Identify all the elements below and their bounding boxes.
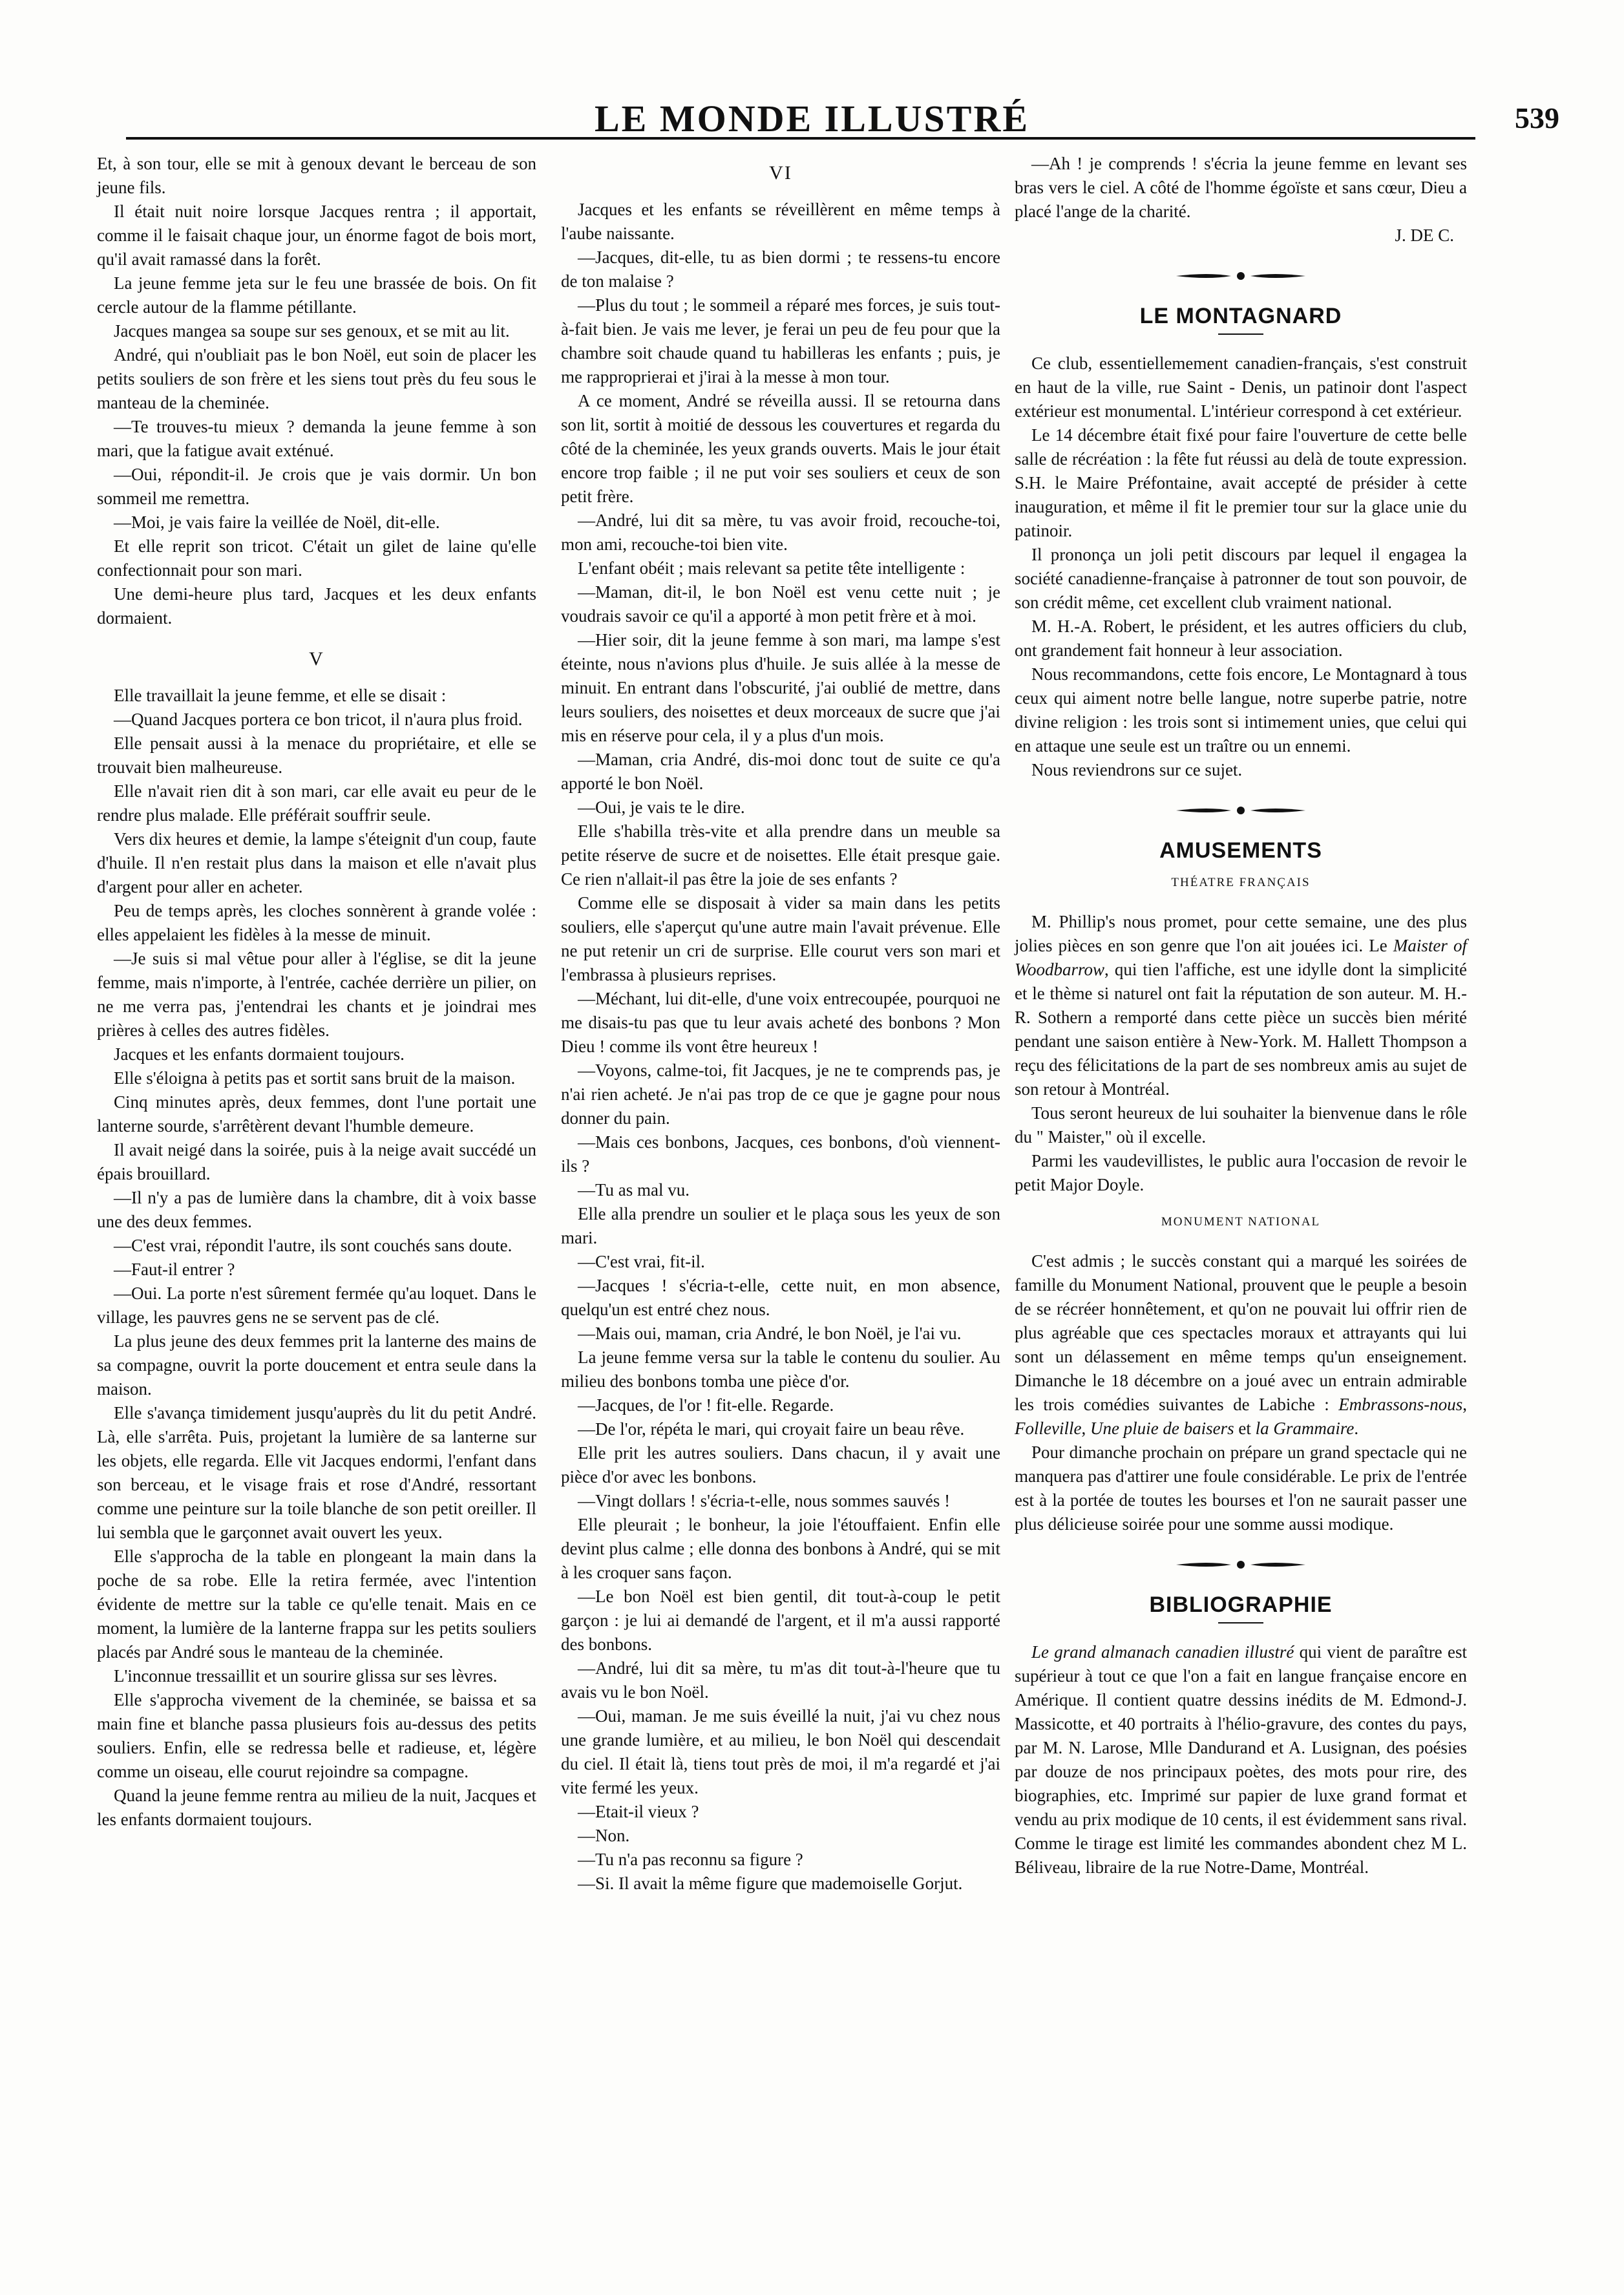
paragraph: La jeune femme jeta sur le feu une brassée de bois. On fit cercle autour de la flamme pétillante. (97, 273, 536, 317)
paragraph: Elle s'habilla très-vite et alla prendre dans un meuble sa petite réserve de sucre et de noisettes. Elle était presque gaie. Ce rien n'allait-il pas être la joie de ses enfants ? (561, 821, 1000, 889)
paragraph: —Voyons, calme-toi, fit Jacques, je ne te comprends pas, je n'ai rien acheté. Je n'ai pas trop de ce que je gagne pour nous donner du pain. (561, 1061, 1000, 1128)
paragraph: Comme elle se disposait à vider sa main dans les petits souliers, elle s'aperçut qu'une autre main l'avait prévenue. Elle ne put retenir un cri de surprise. Elle courut vers son mari et l'embrassa à plusieurs reprises. (561, 893, 1000, 984)
paragraph: Ce club, essentiellemement canadien-français, s'est construit en haut de la ville, rue Saint - Denis, un patinoir dont l'aspect extérieur est monumental. L'intérieur correspond à cet extérieur. (1015, 354, 1467, 421)
paragraph: La plus jeune des deux femmes prit la lanterne des mains de sa compagne, ouvrit la porte doucement et entra seule dans la maison. (97, 1331, 536, 1399)
paragraph: —Te trouves-tu mieux ? demanda la jeune femme à son mari, que la fatigue avait exténué. (97, 417, 536, 460)
play-title: Une pluie de baisers (1090, 1419, 1234, 1438)
paragraph: A ce moment, André se réveilla aussi. Il se retourna dans son lit, sortit à moitié de dessous les couvertures et regarda du côté de la cheminée, les yeux grands ouverts. Mais le jour était encore trop faible ; il ne put voir ses souliers et ceux de son petit frère. (561, 391, 1000, 506)
section-title-amusements: AMUSEMENTS (1159, 838, 1322, 863)
paragraph: Elle s'approcha vivement de la cheminée, se baissa et sa main fine et blanche passa plusieurs fois au-dessus des petits souliers. Enfin, elle se redressa belle et radieuse, et, légère comme un oiseau, elle courut rejoindre sa compagne. (97, 1690, 536, 1781)
paragraph: Elle alla prendre un soulier et le plaça sous les yeux de son mari. (561, 1204, 1000, 1247)
play-title: Embrassons-nous (1338, 1395, 1463, 1414)
paragraph: —Oui, répondit-il. Je crois que je vais dormir. Un bon sommeil me remettra. (97, 465, 536, 508)
paragraph: —Quand Jacques portera ce bon tricot, il n'aura plus froid. (114, 710, 523, 729)
masthead-rule (126, 137, 1475, 140)
paragraph: —Oui, maman. Je me suis éveillé la nuit, j'ai vu chez nous une grande lumière, et au milieu, le bon Noël qui descendait du ciel. Il était là, tiens tout près de moi, il m'a regardé et j'ai vite fermé les yeux. (561, 1706, 1000, 1797)
paragraph: —C'est vrai, répondit l'autre, ils sont couchés sans doute. (114, 1236, 512, 1255)
paragraph: Jacques et les enfants dormaient toujours. (114, 1044, 405, 1064)
paragraph: —Le bon Noël est bien gentil, dit tout-à-coup le petit garçon : je lui ai demandé de l'argent, et il m'a aussi rapporté des bonbons. (561, 1587, 1000, 1654)
paragraph (1015, 1640, 1467, 1879)
play-title: la Grammaire (1255, 1419, 1355, 1438)
text-run: C'est admis ; le succès constant qui a marqué les soirées de famille du Monument National, prouvent que le peuple a besoin de se récréer honnêtement, et qu'on ne pouvait lui offrir rien de plus agréable que ces spectacles moraux et attrayants qui lui sont un délassement en même temps qu'un enseignement. Dimanche le 18 décembre on a joué avec un entrain admirable les trois comédies suivantes de Labiche : (1015, 1251, 1467, 1414)
play-title: Maister of Woodbarrow (1015, 936, 1468, 979)
paragraph: Il était nuit noire lorsque Jacques rentra ; il apportait, comme il le faisait chaque jour, un énorme fagot de bois mort, qu'il avait ramassé dans la forêt. (97, 202, 536, 269)
chapter-heading-v: V (309, 648, 324, 670)
paragraph: —Mais ces bonbons, Jacques, ces bonbons, d'où viennent-ils ? (561, 1132, 1000, 1176)
paragraph: —André, lui dit sa mère, tu m'as dit tout-à-l'heure que tu avais vu le bon Noël. (561, 1658, 1000, 1702)
paragraph: —Mais oui, maman, cria André, le bon Noël, je l'ai vu. (578, 1324, 962, 1343)
paragraph: André, qui n'oubliait pas le bon Noël, eut soin de placer les petits souliers de son frère et les siens tout près du feu sous le manteau de la cheminée. (97, 345, 536, 412)
paragraph: Il avait neigé dans la soirée, puis à la neige avait succédé un épais brouillard. (97, 1140, 536, 1183)
paragraph: Vers dix heures et demie, la lampe s'éteignit d'un coup, faute d'huile. Il n'en restait plus dans la maison et elle n'avait plus d'argent pour aller en acheter. (97, 829, 536, 896)
paragraph: M. H.-A. Robert, le président, et les autres officiers du club, ont grandement fait honneur à leur association. (1015, 617, 1467, 660)
section-title-montagnard: LE MONTAGNARD (1139, 304, 1342, 328)
paragraph (1015, 910, 1467, 1101)
ornament-divider-icon (1170, 270, 1312, 282)
paragraph: —Ah ! je comprends ! s'écria la jeune femme en levant ses bras vers le ciel. A côté de l'homme égoïste et sans cœur, Dieu a placé l'ange de la charité. (1015, 154, 1467, 221)
paragraph: L'inconnue tressaillit et un sourire glissa sur ses lèvres. (114, 1666, 498, 1686)
paragraph: Elle s'approcha de la table en plongeant la main dans la poche de sa robe. Elle la retira fermée, avec l'intention évidente de mettre sur la table ce qu'elle tenait. Mais en ce moment, la lumière de la lanterne frappa sur les petits souliers placés par André sous le manteau de la cheminée. (97, 1547, 536, 1662)
paragraph: Nous recommandons, cette fois encore, Le Montagnard à tous ceux qui aiment notre belle langue, notre superbe patrie, notre divine religion : les trois sont si intimement unies, que celui qui en attaque une seule est un traître ou un ennemi. (1015, 664, 1467, 756)
paragraph (1015, 1249, 1467, 1441)
paragraph: Elle prit les autres souliers. Dans chacun, il y avait une pièce d'or avec les bonbons. (561, 1443, 1000, 1486)
paragraph: —André, lui dit sa mère, tu vas avoir froid, recouche-toi, mon ami, recouche-toi bien vite. (561, 511, 1000, 554)
chapter-heading-vi: VI (769, 162, 792, 184)
paragraph: —C'est vrai, fit-il. (578, 1252, 705, 1271)
paragraph: Elle pensait aussi à la menace du propriétaire, et elle se trouvait bien malheureuse. (97, 734, 536, 777)
paragraph: Nous reviendrons sur ce sujet. (1031, 760, 1243, 779)
paragraph: —Tu n'a pas reconnu sa figure ? (578, 1850, 803, 1869)
masthead (52, 97, 1572, 149)
text-run: et (1238, 1419, 1251, 1438)
paragraph: Elle pleurait ; le bonheur, la joie l'étouffaient. Enfin elle devint plus calme ; elle donna des bonbons à André, qui se mit à les croquer sans façon. (561, 1515, 1000, 1582)
paragraph: —Hier soir, dit la jeune femme à son mari, ma lampe s'est éteinte, nous n'avions plus d'huile. Je suis allée à la messe de minuit. En entrant dans l'obscurité, j'ai oublié de mettre, dans leurs souliers, des noisettes et deux morceaux de sucre que j'ai mis en réserve pour cela, il y a plus d'un mois. (561, 630, 1000, 745)
paragraph: Le 14 décembre était fixé pour faire l'ouverture de cette belle salle de récréation : la fête fut réussi au delà de toute expression. S.H. le Maire Préfontaine, avait accepté de présider à cette inauguration, et même il fit le premier tour sur la glace unie du patinoir. (1015, 425, 1467, 540)
paragraph: —Etait-il vieux ? (578, 1802, 699, 1821)
paragraph: Elle s'éloigna à petits pas et sortit sans bruit de la maison. (114, 1068, 516, 1088)
ornament-divider-icon (1170, 804, 1312, 817)
text-run: . (1354, 1419, 1359, 1438)
paragraph: L'enfant obéit ; mais relevant sa petite tête intelligente : (578, 558, 965, 578)
paragraph: Jacques et les enfants se réveillèrent en même temps à l'aube naissante. (561, 200, 1000, 243)
paragraph: —De l'or, répéta le mari, qui croyait faire un beau rêve. (578, 1419, 965, 1439)
paragraph: —Vingt dollars ! s'écria-t-elle, nous sommes sauvés ! (578, 1491, 951, 1510)
book-title: Le grand almanach canadien illustré (1031, 1642, 1294, 1662)
paragraph: Une demi-heure plus tard, Jacques et les deux enfants dormaient. (97, 584, 536, 628)
paragraph: —Oui, je vais te le dire. (578, 798, 745, 817)
paragraph: —Jacques, de l'or ! fit-elle. Regarde. (578, 1395, 834, 1415)
text-run: , (1462, 1395, 1467, 1414)
paragraph: Peu de temps après, les cloches sonnèrent à grande volée : elles appelaient les fidèles à la messe de minuit. (97, 901, 536, 944)
paragraph: —Si. Il avait la même figure que mademoiselle Gorjut. (578, 1874, 963, 1893)
play-title: Folleville (1015, 1419, 1082, 1438)
paragraph: —Faut-il entrer ? (114, 1260, 235, 1279)
title-underline (1218, 333, 1263, 335)
paragraph: —Maman, cria André, dis-moi donc tout de suite ce qu'a apporté le bon Noël. (561, 750, 1000, 793)
paragraph: —Jacques, dit-elle, tu as bien dormi ; te ressens-tu encore de ton malaise ? (561, 248, 1000, 291)
paragraph: Quand la jeune femme rentra au milieu de la nuit, Jacques et les enfants dormaient toujours. (97, 1786, 536, 1829)
paragraph: La jeune femme versa sur la table le contenu du soulier. Au milieu des bonbons tomba une pièce d'or. (561, 1348, 1000, 1391)
author-signature: J. DE C. (1395, 226, 1454, 245)
paragraph: Jacques mangea sa soupe sur ses genoux, et se mit au lit. (114, 321, 510, 341)
paragraph: Elle n'avait rien dit à son mari, car elle avait eu peur de le rendre plus malade. Elle préférait souffrir seule. (97, 781, 536, 825)
paragraph: —Jacques ! s'écria-t-elle, cette nuit, en mon absence, quelqu'un est entré chez nous. (561, 1276, 1000, 1319)
ornament-divider-icon (1170, 1558, 1312, 1571)
paragraph: Cinq minutes après, deux femmes, dont l'une portait une lanterne sourde, s'arrêtèrent devant l'humble demeure. (97, 1092, 536, 1136)
subsection-title-theatre: THÉATRE FRANÇAIS (1171, 876, 1311, 889)
paragraph: —Je suis si mal vêtue pour aller à l'église, se dit la jeune femme, mais n'importe, à l'entrée, cachée derrière un pilier, on ne me verra pas, j'entendrai les chants et je joindrai mes prières à celles des autres fidèles. (97, 949, 536, 1040)
text-run: M. Phillip's nous promet, pour cette semaine, une des plus jolies pièces en son genre que l'on ait jouées ici. Le (1015, 912, 1467, 955)
section-title-bibliographie: BIBLIOGRAPHIE (1149, 1592, 1333, 1617)
paragraph: —Méchant, lui dit-elle, d'une voix entrecoupée, pourquoi ne me disais-tu pas que tu leur avais acheté des bonbons ? Mon Dieu ! comme ils vont être heureux ! (561, 989, 1000, 1056)
paragraph: —Il n'y a pas de lumière dans la chambre, dit à voix basse une des deux femmes. (97, 1188, 536, 1231)
column-2 (561, 152, 1000, 1896)
newspaper-title: LE MONDE ILLUSTRÉ (594, 98, 1030, 140)
paragraph: —Plus du tout ; le sommeil a réparé mes forces, je suis tout-à-fait bien. Je vais me lever, je ferai un peu de feu pour que la chambre soit chaude quand tu habilleras les enfants ; puis, je me rapproprierai et j'irai à la messe à mon tour. (561, 295, 1000, 386)
paragraph: —Tu as mal vu. (578, 1180, 690, 1200)
paragraph: —Non. (578, 1826, 630, 1845)
column-1 (97, 152, 536, 1832)
subsection-title-monument: MONUMENT NATIONAL (1161, 1215, 1321, 1229)
title-underline (1218, 1622, 1263, 1623)
paragraph: Parmi les vaudevillistes, le public aura l'occasion de revoir le petit Major Doyle. (1015, 1151, 1467, 1194)
paragraph: Elle s'avança timidement jusqu'auprès du lit du petit André. Là, elle s'arrêta. Puis, projetant la lumière de sa lanterne sur les objets, elle regarda. Elle vit Jacques endormi, l'enfant dans son berceau, et le visage frais et rose d'André, ressortant comme une peinture sur la toile blanche de son petit oreiller. Il lui sembla que le garçonnet avait ouvert les yeux. (97, 1403, 536, 1542)
paragraph: Et, à son tour, elle se mit à genoux devant le berceau de son jeune fils. (97, 154, 536, 197)
text-run: , qui tien l'affiche, est une idylle dont la simplicité et le thème si naturel ont fait la réputation de son auteur. M. H.-R. Sothern a remporté dans cette pièce un succès bien mérité pendant une saison entière à New-York. M. Hallett Thompson a reçu des félicitations de la part de ses nombreux amis au sujet de son retour à Montréal. (1015, 960, 1467, 1099)
paragraph: —Maman, dit-il, le bon Noël est venu cette nuit ; je voudrais savoir ce qu'il a apporté à mon petit frère et à moi. (561, 582, 1000, 626)
paragraph: Et elle reprit son tricot. C'était un gilet de laine qu'elle confectionnait pour son mari. (97, 536, 536, 580)
paragraph: Il prononça un joli petit discours par lequel il engagea la société canadienne-française à patronner de tout son pouvoir, de son crédit même, cet excellent club vraiment national. (1015, 545, 1467, 612)
paragraph: Pour dimanche prochain on prépare un grand spectacle qui ne manquera pas d'attirer une foule considérable. Le prix de l'entrée est à la portée de toutes les bourses et l'on ne saurait passer une plus délicieuse soirée pour une somme aussi modique. (1015, 1443, 1467, 1534)
paragraph: —Oui. La porte n'est sûrement fermée qu'au loquet. Dans le village, les pauvres gens ne se servent pas de clé. (97, 1284, 536, 1327)
text-run: , (1081, 1419, 1086, 1438)
paragraph: —Moi, je vais faire la veillée de Noël, dit-elle. (114, 513, 440, 532)
text-run: qui vient de paraître est supérieur à tout ce que l'on a fait en langue française encore en Amérique. Il contient quatre dessins inédits de M. Edmond-J. Massicotte, et 40 portraits à l'hélio-gravure, des contes du pays, par M. N. Larose, Mlle Dandurand et A. Lusignan, des poésies par douze de nos principaux poètes, des mots pour rire, des biographies, etc. Imprimé sur papier de luxe grand format et vendu au prix modique de 10 cents, il est évidemment sans rival. Comme le tirage est limité les commandes abondent chez M L. Béliveau, libraire de la rue Notre-Dame, Montréal. (1015, 1642, 1468, 1877)
paragraph: Tous seront heureux de lui souhaiter la bienvenue dans le rôle du " Maister," où il excelle. (1015, 1103, 1467, 1147)
page-number: 539 (1515, 101, 1559, 134)
column-3 (1015, 152, 1467, 1879)
paragraph: Elle travaillait la jeune femme, et elle se disait : (114, 686, 447, 705)
